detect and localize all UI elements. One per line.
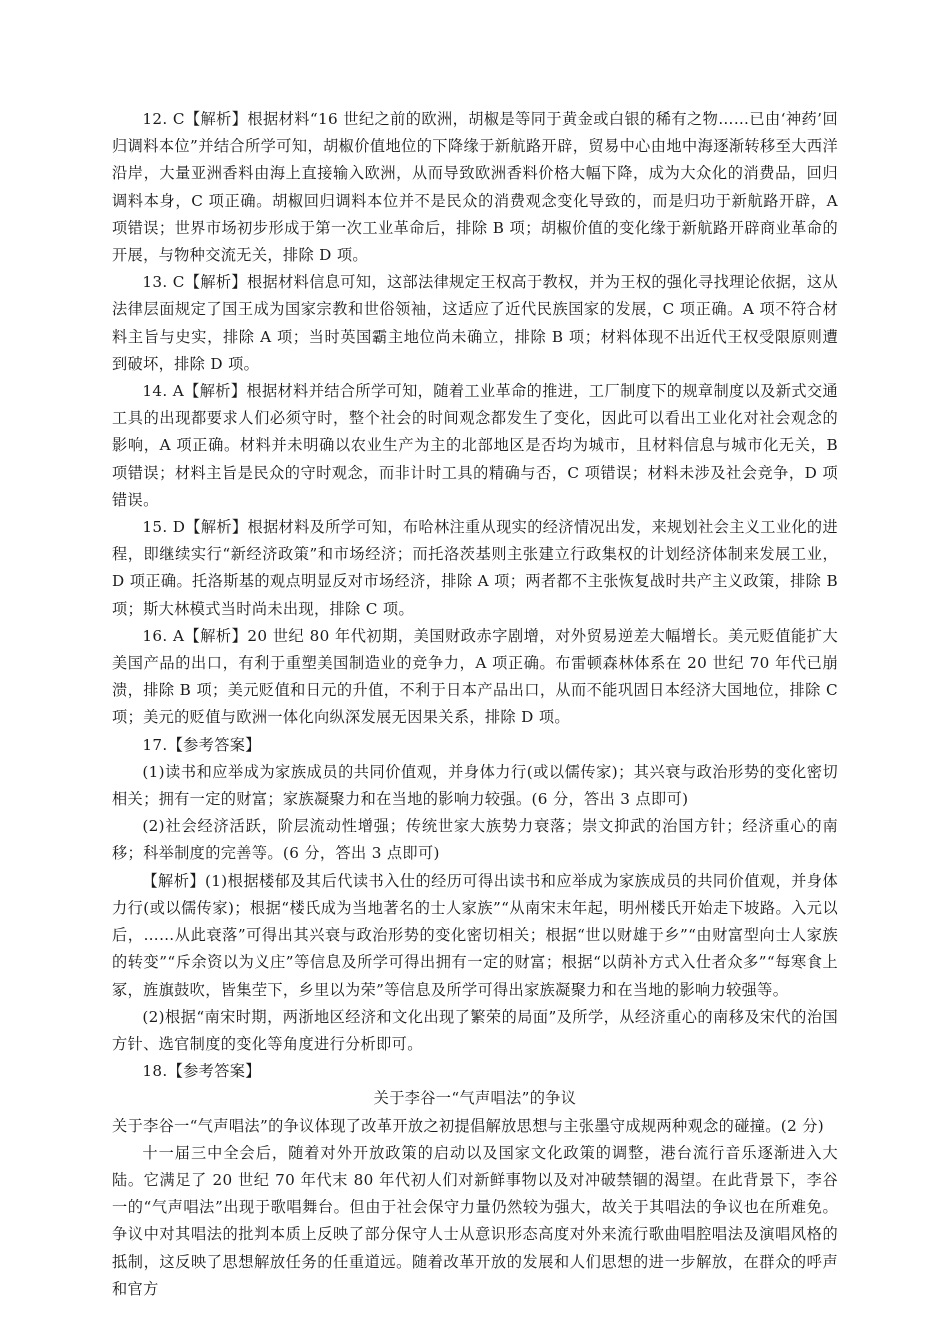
- answer-q12: 12. C【解析】根据材料“16 世纪之前的欧洲，胡椒是等同于黄金或白银的稀有之物……已由‘神药’回归调料本位”并结合所学可知，胡椒价值地位的下降缘于新航路开辟，贸易中心由地中海逐渐转移至大西洋沿岸，大量亚洲香料由海上直接输入欧洲，从而导致欧洲香料价格大幅下降，成为大众化的消费品，回归调料本身，C 项正确。胡椒回归调料本位并不是民众的消费观念变化导致的，而是归功于新航路开辟，A 项错误；世界市场初步形成于第一次工业革命后，排除 B 项；胡椒价值的变化缘于新航路开辟商业革命的开展，与物种交流无关，排除 D 项。: [112, 110, 838, 265]
- essay-title: 关于李谷一“气声唱法”的争议: [373, 1089, 577, 1108]
- analysis-q17-part1: 【解析】(1)根据楼郁及其后代读书入仕的经历可得出读书和应举成为家族成员的共同价值观，并身体力行(或以儒传家)；根据“楼氏成为当地著名的士人家族”“从南宋末年起，明州楼氏开始走下坡路。入元以后，……从此衰落”可得出其兴衰与政治形势的变化密切相关；根据“世以财雄于乡”“由财富型向士人家族的转变”“斥余资以为义庄”等信息及所学可得出拥有一定的财富；根据“以荫补方式入仕者众多”“每寒食上冢，旌旗鼓吹，皆集茔下，乡里以为荣”等信息及所学可得出家族凝聚力和在当地的影响力较强等。: [112, 871, 838, 999]
- essay-intro: 关于李谷一“气声唱法”的争议体现了改革开放之初提倡解放思想与主张墨守成规两种观念的碰撞。(2 分): [112, 1116, 825, 1135]
- answer-q14: 14. A【解析】根据材料并结合所学可知，随着工业革命的推进，工厂制度下的规章制度以及新式交通工具的出现都要求人们必须守时，整个社会的时间观念都发生了变化，因此可以看出工业化对社会观念的影响，A 项正确。材料并未明确以农业生产为主的北部地区是否均为城市，且材料信息与城市化无关，B 项错误；材料主旨是民众的守时观念，而非计时工具的精确与否，C 项错误；材料未涉及社会竞争，D 项错误。: [112, 382, 838, 509]
- answer-q17-heading: 17.【参考答案】: [142, 735, 261, 754]
- analysis-q17-part2: (2)根据“南宋时期，两浙地区经济和文化出现了繁荣的局面”及所学，从经济重心的南移及宋代的治国方针、选官制度的变化等角度进行分析即可。: [112, 1007, 838, 1053]
- answer-q13: 13. C【解析】根据材料信息可知，这部法律规定王权高于教权，并为王权的强化寻找理论依据，这从法律层面规定了国王成为国家宗教和世俗领袖，这适应了近代民族国家的发展，C 项正确。A 项不符合材料主旨与史实，排除 A 项；当时英国霸主地位尚未确立，排除 B 项；材料体现不出近代王权受限原则遭到破坏，排除 D 项。: [112, 273, 838, 373]
- answer-q16: 16. A【解析】20 世纪 80 年代初期，美国财政赤字剧增，对外贸易逆差大幅增长。美元贬值能扩大美国产品的出口，有利于重塑美国制造业的竞争力，A 项正确。布雷顿森林体系在 20 世纪 70 年代已崩溃，排除 B 项；美元贬值和日元的升值，不利于日本产品出口，从而不能巩固日本经济大国地位，排除 C 项；美元的贬值与欧洲一体化向纵深发展无因果关系，排除 D 项。: [112, 626, 838, 727]
- answer-q15: 15. D【解析】根据材料及所学可知，布哈林注重从现实的经济情况出发，来规划社会主义工业化的进程，即继续实行“新经济政策”和市场经济；而托洛茨基则主张建立行政集权的计划经济体制来发展工业，D 项正确。托洛斯基的观点明显反对市场经济，排除 A 项；两者都不主张恢复战时共产主义政策，排除 B 项；斯大林模式当时尚未出现，排除 C 项。: [112, 518, 838, 618]
- answer-q18-heading: 18.【参考答案】: [142, 1062, 261, 1081]
- essay-body: 十一届三中全会后，随着对外开放政策的启动以及国家文化政策的调整，港台流行音乐逐渐进入大陆。它满足了 20 世纪 70 年代末 80 年代初人们对新鲜事物以及对冲破禁锢的渴望。在此背景下，李谷一的“气声唱法”出现于歌唱舞台。但由于社会保守力量仍然较为强大，故关于其唱法的争议也在所难免。争议中对其唱法的批判本质上反映了部分保守人士从意识形态高度对外来流行歌曲唱腔唱法及演唱风格的抵制，这反映了思想解放任务的任重道远。随着改革开放的发展和人们思想的进一步解放，在群众的呼声和官方: [112, 1143, 838, 1298]
- answer-q17-part2: (2)社会经济活跃，阶层流动性增强；传统世家大族势力衰落；崇文抑武的治国方针；经济重心的南移；科举制度的完善等。(6 分，答出 3 点即可): [112, 817, 838, 863]
- answer-q17-part1: (1)读书和应举成为家族成员的共同价值观，并身体力行(或以儒传家)；其兴衰与政治形势的变化密切相关；拥有一定的财富；家族凝聚力和在当地的影响力较强。(6 分，答出 3 点即可): [112, 762, 838, 809]
